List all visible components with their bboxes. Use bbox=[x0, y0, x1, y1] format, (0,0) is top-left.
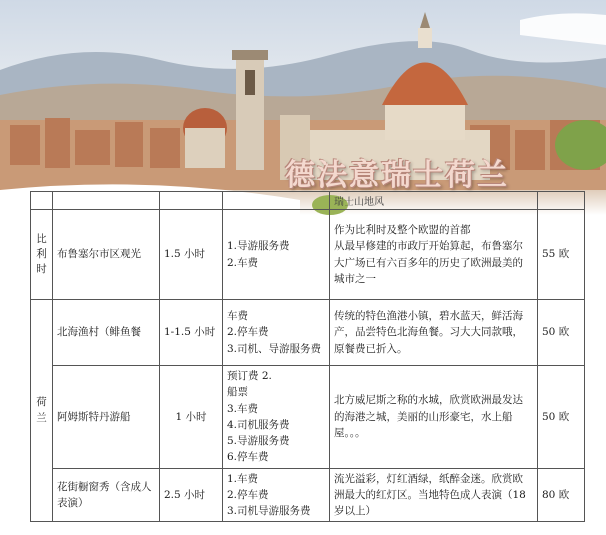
country-cell: 比利时 bbox=[31, 210, 53, 300]
fees-cell: 车费 2.停车费 3.司机、导游服务费 bbox=[223, 300, 330, 366]
table-row bbox=[31, 300, 585, 366]
duration-cell: 1.5 小时 bbox=[160, 210, 223, 300]
table-row bbox=[31, 210, 585, 300]
itinerary-table bbox=[30, 191, 585, 522]
table-row bbox=[31, 366, 585, 469]
price-cell: 50 欧 bbox=[538, 366, 585, 469]
duration-cell: 2.5 小时 bbox=[160, 468, 223, 522]
table-row bbox=[31, 468, 585, 522]
item-cell: 布鲁塞尔市区观光 bbox=[53, 210, 160, 300]
fees-cell: 1.导游服务费 2.车费 bbox=[223, 210, 330, 300]
description-cell: 作为比利时及整个欧盟的首都 从最早修建的市政厅开始算起，布鲁塞尔大广场已有六百多年的历史了欧洲最美的城市之一 bbox=[330, 210, 538, 300]
banner-title: 德法意瑞士荷兰 bbox=[285, 158, 509, 193]
item-cell: 阿姆斯特丹游船 bbox=[53, 366, 160, 469]
description-cell: 传统的特色渔港小镇，碧水蓝天，鲜活海产，品尝特色北海鱼餐。习大大同款哦，原餐费已折入。 bbox=[330, 300, 538, 366]
banner-subtitle-fragment: 瑞士山地风 bbox=[334, 197, 384, 208]
header-banner bbox=[0, 0, 606, 215]
price-cell: 50 欧 bbox=[538, 300, 585, 366]
duration-cell: 1 小时 bbox=[160, 366, 223, 469]
fees-cell: 1.车费 2.停车费 3.司机导游服务费 bbox=[223, 468, 330, 522]
price-cell: 55 欧 bbox=[538, 210, 585, 300]
country-cell: 荷兰 bbox=[31, 300, 53, 522]
duration-cell: 1-1.5 小时 bbox=[160, 300, 223, 366]
fees-cell: 预订费 2. 船票 3.车费 4.司机服务费 5.导游服务费 6.停车费 bbox=[223, 366, 330, 469]
description-cell: 流光溢彩，灯红酒绿，纸醉金迷。欣赏欧洲最大的红灯区。当地特色成人表演（18岁以上） bbox=[330, 468, 538, 522]
price-cell: 80 欧 bbox=[538, 468, 585, 522]
item-cell: 北海渔村（鲱鱼餐 bbox=[53, 300, 160, 366]
table-header-row bbox=[31, 192, 585, 210]
item-cell: 花街橱窗秀（含成人表演） bbox=[53, 468, 160, 522]
description-cell: 北方威尼斯之称的水城，欣赏欧洲最发达的海港之城，美丽的山形豪宅，水上船屋。。。 bbox=[330, 366, 538, 469]
